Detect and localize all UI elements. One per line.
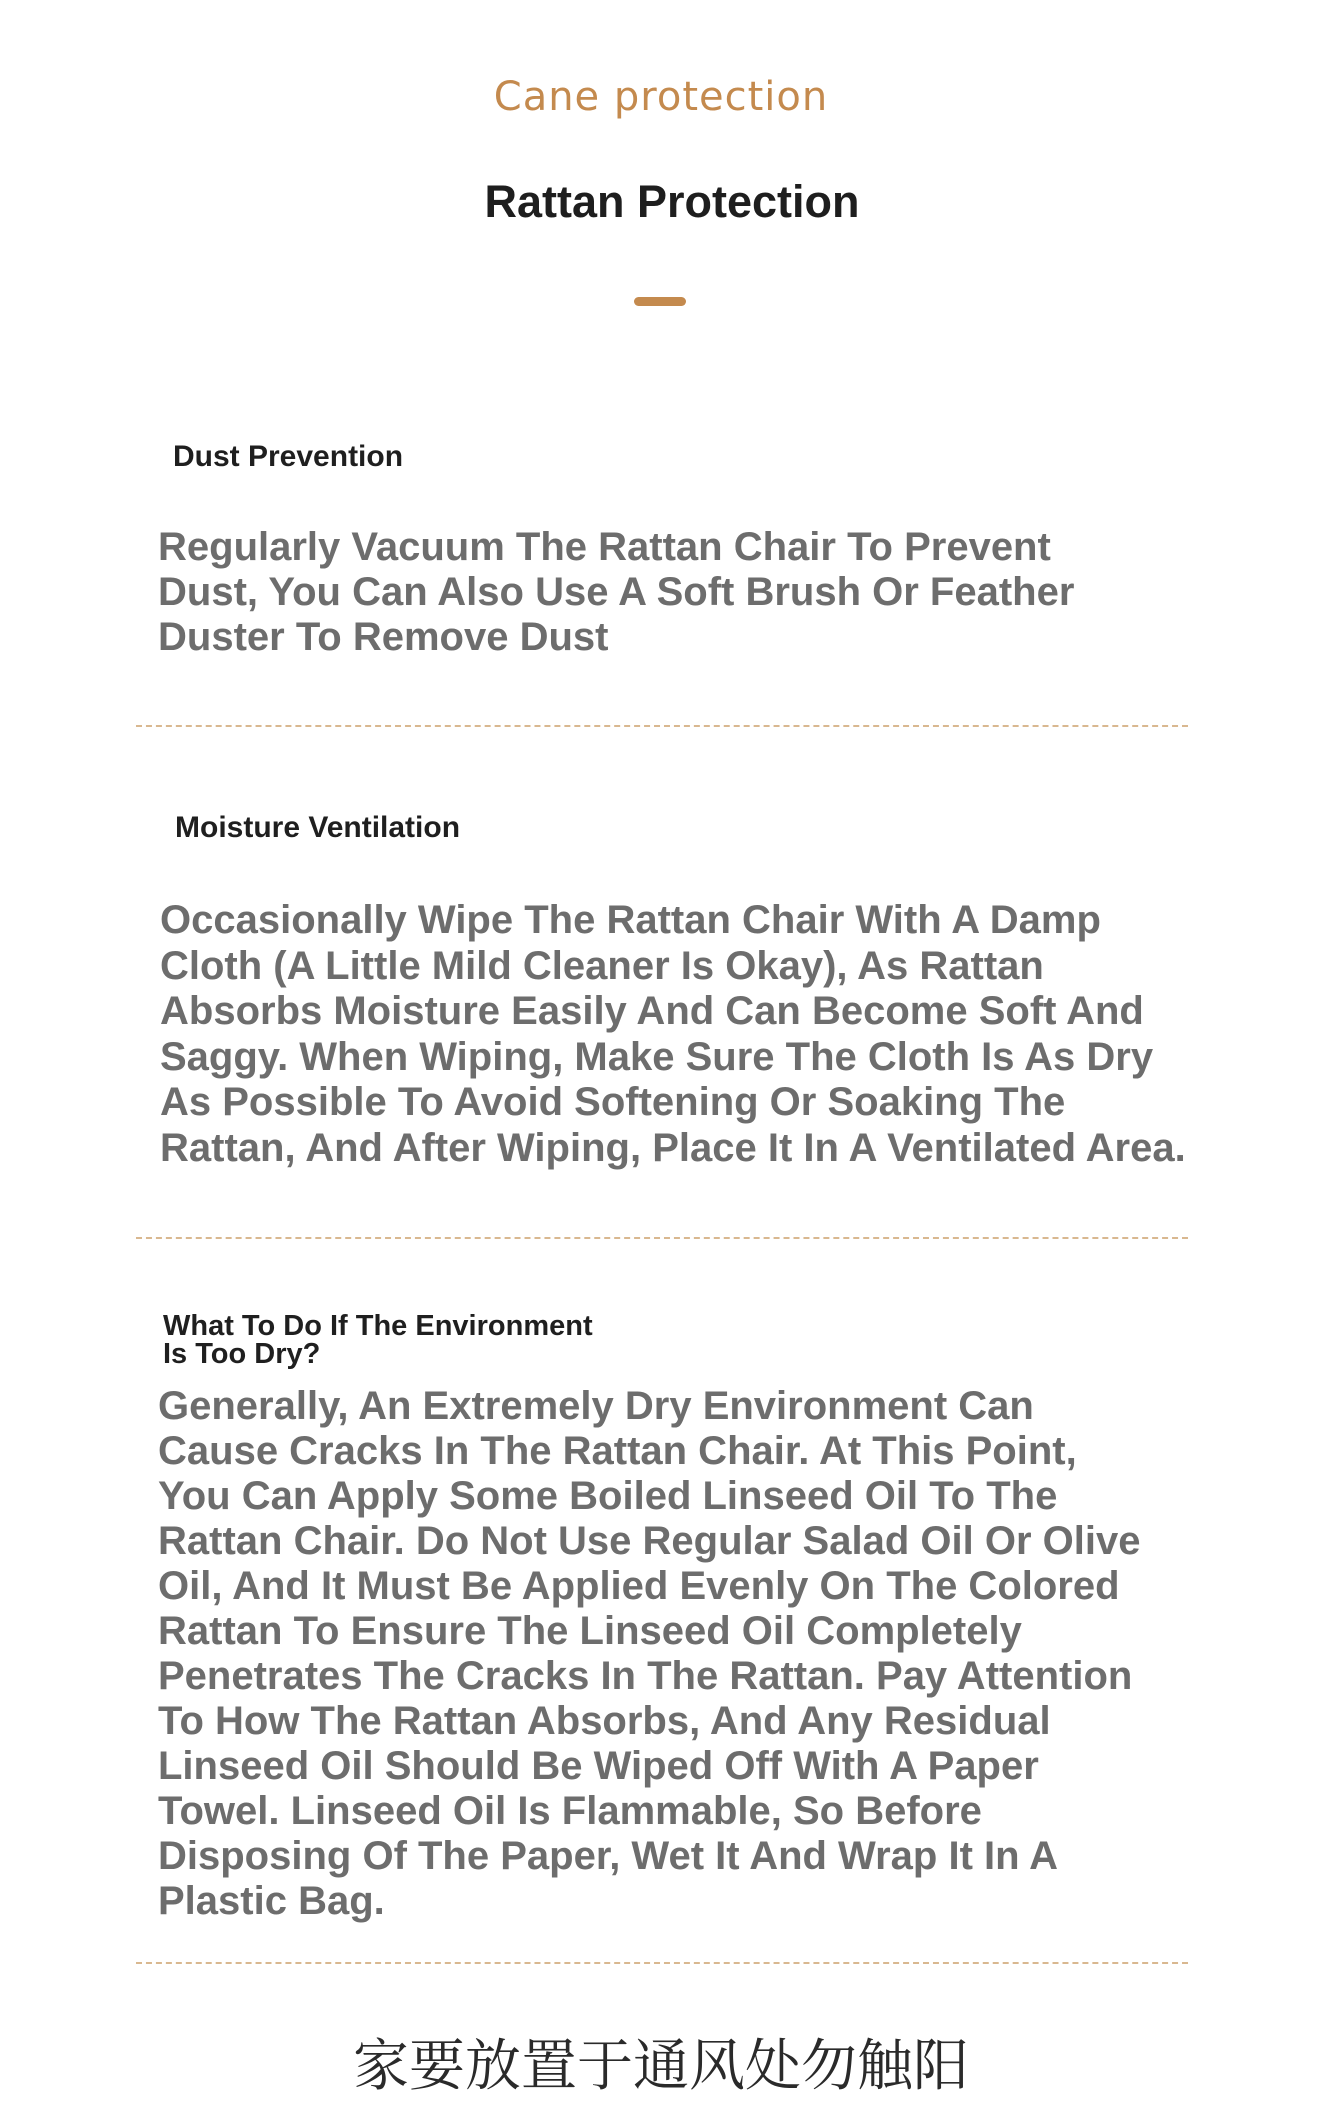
- section-divider: [136, 725, 1188, 727]
- title-accent-bar: [634, 297, 686, 306]
- section-heading-too-dry: What To Do If The Environment Is Too Dry?: [163, 1310, 593, 1370]
- section-body-moisture-ventilation: Occasionally Wipe The Rattan Chair With A Damp Cloth (A Little Mild Cleaner Is Okay), As Rattan Absorbs Moisture Easily And Can Become Soft And Saggy. When Wiping, Make Sure The Cloth Is As Dry As Possible To Avoid Softening Or Soaking The Rattan, And After Wiping, Place It In A Ventilated Area.: [160, 898, 1186, 1170]
- page-subtitle: Cane protection: [493, 74, 829, 120]
- section-heading-dust-prevention: Dust Prevention: [173, 440, 404, 473]
- page-title: Rattan Protection: [484, 176, 860, 227]
- section-divider: [136, 1962, 1188, 1964]
- footer-chinese-text: 家要放置于通风处勿触阳: [353, 2034, 969, 2099]
- section-divider: [136, 1237, 1188, 1239]
- section-body-dust-prevention: Regularly Vacuum The Rattan Chair To Prevent Dust, You Can Also Use A Soft Brush Or Feather Duster To Remove Dust: [158, 525, 1075, 659]
- section-heading-moisture-ventilation: Moisture Ventilation: [175, 811, 461, 844]
- section-body-too-dry: Generally, An Extremely Dry Environment Can Cause Cracks In The Rattan Chair. At This Point, You Can Apply Some Boiled Linseed Oil To The Rattan Chair. Do Not Use Regular Salad Oil Or Olive Oil, And It Must Be Applied Evenly On The Colored Rattan To Ensure The Linseed Oil Completely Penetrates The Cracks In The Rattan. Pay Attention To How The Rattan Absorbs, And Any Residual Linseed Oil Should Be Wiped Off With A Paper Towel. Linseed Oil Is Flammable, So Before Disposing Of The Paper, Wet It And Wrap It In A Plastic Bag.: [158, 1384, 1141, 1923]
